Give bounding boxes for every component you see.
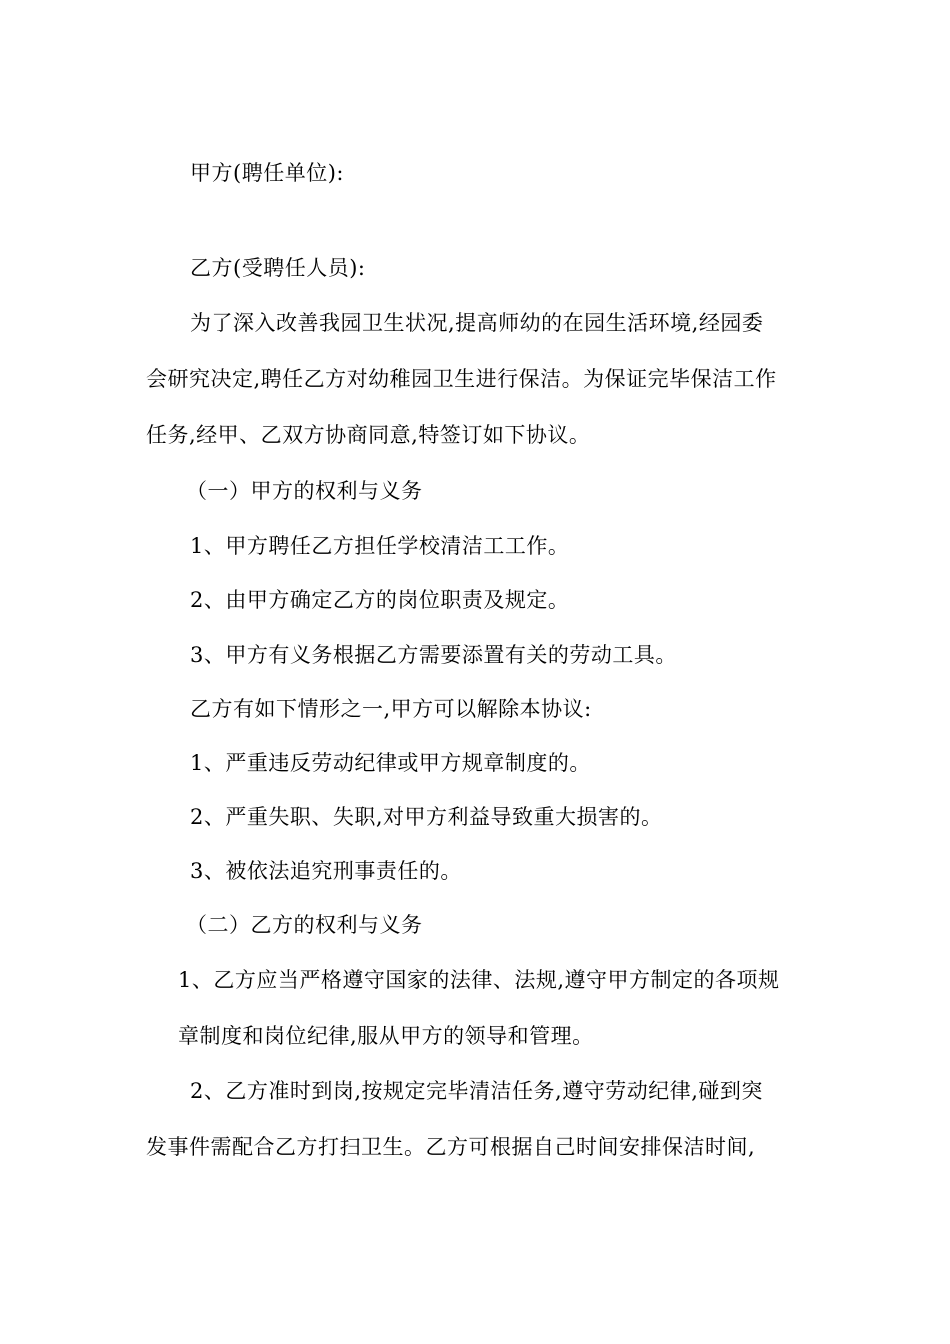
termination-item-3: 3、被依法追究刑事责任的。 [190, 859, 462, 883]
section2-heading: （二）乙方的权利与义务 [186, 913, 423, 937]
section2-item1-line-1: 1、乙方应当严格遵守国家的法律、法规,遵守甲方制定的各项规 [178, 968, 780, 992]
section1-heading: （一）甲方的权利与义务 [186, 479, 423, 503]
intro-line-1: 为了深入改善我园卫生状况,提高师幼的在园生活环境,经园委 [190, 311, 764, 335]
intro-line-3: 任务,经甲、乙双方协商同意,特签订如下协议。 [146, 423, 591, 447]
party-b-line: 乙方(受聘任人员): [190, 256, 366, 280]
termination-intro: 乙方有如下情形之一,甲方可以解除本协议: [190, 697, 592, 721]
party-a-line: 甲方(聘任单位): [190, 161, 344, 185]
section1-item-1: 1、甲方聘任乙方担任学校清洁工工作。 [190, 534, 570, 558]
termination-item-2: 2、严重失职、失职,对甲方利益导致重大损害的。 [190, 805, 663, 829]
section2-item1-line-2: 章制度和岗位纪律,服从甲方的领导和管理。 [178, 1024, 594, 1048]
section2-item2-line-1: 2、乙方准时到岗,按规定完毕清洁任务,遵守劳动纪律,碰到突 [190, 1079, 763, 1103]
section1-item-2: 2、由甲方确定乙方的岗位职责及规定。 [190, 588, 570, 612]
section1-item-3: 3、甲方有义务根据乙方需要添置有关的劳动工具。 [190, 643, 677, 667]
intro-line-2: 会研究决定,聘任乙方对幼稚园卫生进行保洁。为保证完毕保洁工作 [146, 367, 777, 391]
termination-item-1: 1、严重违反劳动纪律或甲方规章制度的。 [190, 751, 591, 775]
section2-item2-line-2: 发事件需配合乙方打扫卫生。乙方可根据自己时间安排保洁时间, [146, 1135, 756, 1159]
